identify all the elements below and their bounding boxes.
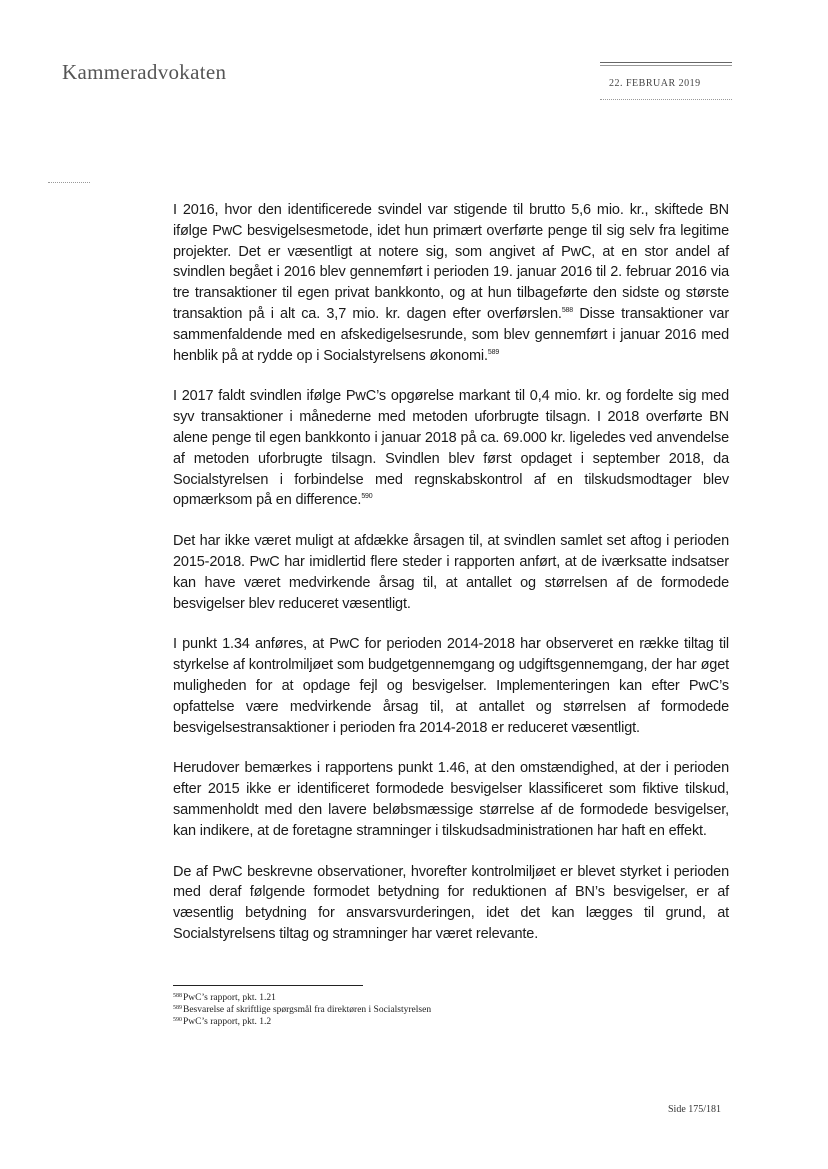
paragraph-5: Herudover bemærkes i rapportens punkt 1.46, at den omstændighed, at der i perioden efter 2015 ikke er identificeret formodede besvigelser klassificeret som fiktive tilskud, sammenholdt med den lavere beløbsmæssige størrelse af de formodede besvigelser, kan indikere, at de foretagne stramninger i tilskudsadministrationen har haft en effekt. [173, 760, 729, 839]
date-top-rule [600, 62, 732, 66]
paragraph-1-text-2: Disse transaktioner var sammenfaldende med en afskedigelsesrunde, som blev gennemført i januar 2016 med henblik på at rydde op i Socialstyrelsens økonomi. [173, 305, 729, 364]
letterhead-brand: Kammeradvokaten [62, 60, 227, 84]
footnotes [173, 992, 693, 1028]
paragraph-3: Det har ikke været muligt at afdække årsagen til, at svindlen samlet set aftog i perioden 2015-2018. PwC har imidlertid flere steder i rapporten anført, at de iværksatte indsatser kan have været medvirkende årsag til, at antallet og størrelsen af de formodede besvigelser blev reduceret væsentligt. [173, 533, 729, 612]
footnote-ref-588: 588 [561, 306, 574, 314]
page-number: Side 175/181 [668, 1104, 722, 1115]
footnote-number: 589 [173, 1005, 182, 1011]
date-box [600, 60, 732, 102]
footnote-number: 588 [173, 993, 182, 999]
footnote-text: Besvarelse af skriftlige spørgsmål fra direktøren i Socialstyrelsen [183, 1005, 432, 1015]
paragraph-1 [173, 200, 729, 366]
footnote-588 [173, 992, 693, 1004]
margin-mark [48, 182, 90, 183]
footnote-ref-590: 590 [361, 493, 373, 501]
paragraph-6: De af PwC beskrevne observationer, hvorefter kontrolmiljøet er blevet styrket i perioden med deraf følgende formodet betydning for reduktionen af BN’s besvigelser, er af væsentlig betydning for ansvarsvurderingen, idet det kan lægges til grund, at Socialstyrelsens tiltag og stramninger har været relevante. [173, 863, 729, 942]
paragraph-4: I punkt 1.34 anføres, at PwC for perioden 2014-2018 har observeret en række tiltag til styrkelse af kontrolmiljøet som budgetgennemgang og udgiftsgennemgang, der har øget muligheden for at opdage fejl og besvigelser. Implementeringen kan efter PwC’s opfattelse være medvirkende årsag til, at antallet og størrelsen af formodede besvigelsestransaktioner i perioden fra 2014-2018 er reduceret væsentligt. [173, 636, 729, 736]
footnote-number: 590 [173, 1017, 182, 1023]
document-date: 22. FEBRUAR 2019 [609, 78, 701, 89]
footnote-590 [173, 1016, 693, 1028]
body-text [173, 200, 729, 965]
footnote-ref-589: 589 [487, 348, 500, 356]
date-bottom-rule [600, 99, 732, 100]
paragraph-1-text: I 2016, hvor den identificerede svindel var stigende til brutto 5,6 mio. kr., skiftede BN ifølge PwC besvigelsesmetode, idet hun primært overførte penge til sig selv fra legitime projekter. Det er væsentligt at notere sig, som angivet af PwC, at en stor andel af svindlen begået i 2016 blev gennemført i perioden 19. januar 2016 til 2. februar 2016 via tre transaktioner til egen privat bankkonto, og at hun tilbageførte den sidste og største transaktion på i alt ca. 3,7 mio. kr. dagen efter overførslen. [173, 202, 729, 322]
footnote-589 [173, 1004, 693, 1016]
footnote-separator [173, 985, 363, 986]
footnote-text: PwC’s rapport, pkt. 1.2 [183, 1017, 272, 1027]
paragraph-2 [173, 386, 729, 511]
paragraph-2-text: I 2017 faldt svindlen ifølge PwC’s opgørelse markant til 0,4 mio. kr. og fordelte sig med syv transaktioner i månederne med metoden uforbrugte tilsagn. I 2018 overførte BN alene penge til egen bankkonto i januar 2018 på ca. 69.000 kr. ligeledes ved anvendelse af metoden uforbrugte tilsagn. Svindlen blev først opdaget i september 2018, da Socialstyrelsen i forbindelse med regnskabskontrol af en tilskudsmodtager blev opmærksom på en difference. [173, 388, 729, 509]
footnote-text: PwC’s rapport, pkt. 1.21 [183, 993, 276, 1003]
